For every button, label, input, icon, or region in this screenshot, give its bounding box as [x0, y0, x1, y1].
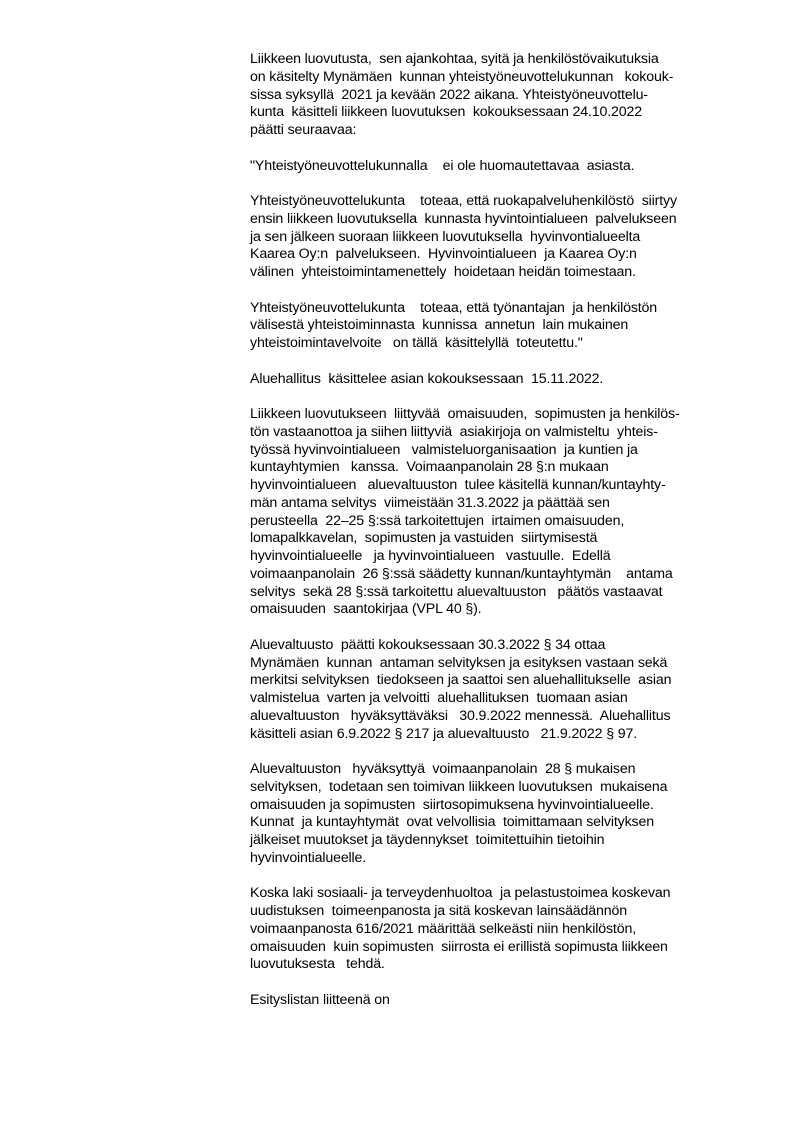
paragraph-aluevaltuusto-paatos [250, 637, 790, 744]
text-line: Aluehallitus käsittelee asian kokouksessaan 15.11.2022. [250, 370, 604, 387]
text-line: sissa syksyllä 2021 ja kevään 2022 aikana. Yhteistyöneuvottelu- [250, 86, 648, 103]
text-line: uudistuksen toimeenpanosta ja sitä koskevan lainsäädännön [250, 903, 627, 919]
text-line: voimaanpanosta 616/2021 määrittää selkeästi niin henkilöstön, [250, 920, 636, 937]
text-line: merkitsi selvityksen tiedokseen ja saattoi sen aluehallitukselle asian [250, 672, 672, 689]
paragraph-yhteistoiminta [250, 300, 790, 353]
text-line: Kunnat ja kuntayhtymät ovat velvollisia toimittamaan selvityksen [250, 814, 654, 831]
text-line: omaisuuden kuin sopimusten siirrosta ei erillistä sopimusta liikkeen [250, 938, 668, 955]
text-line: aluevaltuuston hyväksyttäväksi 30.9.2022 mennessä. Aluehallitus [250, 707, 671, 724]
paragraph-voimaanpanolaki [250, 406, 790, 619]
text-line: Yhteistyöneuvottelukunta toteaa, että työnantajan ja henkilöstön [250, 299, 658, 316]
text-line: lomapalkkavelan, sopimusten ja vastuiden siirtymisestä [250, 530, 598, 547]
text-line: päätti seuraavaa: [250, 122, 357, 138]
text-line: Mynämäen kunnan antaman selvityksen ja esityksen vastaan sekä [250, 654, 668, 671]
text-line: luovutuksesta tehdä. [250, 956, 385, 973]
paragraph-spacer [250, 743, 790, 761]
paragraph-spacer [250, 282, 790, 300]
text-line: Liikkeen luovutusta, sen ajankohtaa, syitä ja henkilöstövaikutuksia [250, 51, 659, 67]
text-line: män antama selvitys viimeistään 31.3.2022 ja päättää sen [250, 494, 610, 511]
paragraph-ruokapalvelu [250, 193, 790, 282]
text-line: on käsitelty Mynämäen kunnan yhteistyöneuvottelukunnan kokouk- [250, 68, 674, 85]
text-line: Esityslistan liitteenä on [250, 991, 390, 1008]
text-line: valmistelua varten ja velvoitti aluehallituksen tuomaan asian [250, 690, 628, 706]
text-line: Aluevaltuusto päätti kokouksessaan 30.3.2022 § 34 ottaa [250, 636, 606, 653]
paragraph-spacer [250, 175, 790, 193]
text-line: ja sen jälkeen suoraan liikkeen luovutuksella hyvinvontialueelta [250, 228, 641, 245]
paragraph-spacer [250, 353, 790, 371]
text-line: hyvinvointialueen aluevaltuuston tulee käsitellä kunnan/kuntayhty- [250, 477, 666, 493]
paragraph-siirtosopimus [250, 761, 790, 868]
text-line: kuntayhtymien kanssa. Voimaanpanolain 28 §:n mukaan [250, 459, 609, 476]
document-page [250, 51, 790, 1010]
paragraph-spacer [250, 388, 790, 406]
text-line: omaisuuden ja sopimusten siirtosopimuksena hyvinvointialueelle. [250, 796, 654, 813]
text-line: yhteistoimintavelvoite on tällä käsittelyllä toteutettu." [250, 335, 583, 351]
paragraph-aluehallitus [250, 371, 790, 389]
text-line: kunta käsitteli liikkeen luovutuksen kokouksessaan 24.10.2022 [250, 104, 642, 121]
text-line: Liikkeen luovutukseen liittyvää omaisuuden, sopimusten ja henkilös- [250, 406, 680, 422]
text-line: Kaarea Oy:n palvelukseen. Hyvinvointialueen ja Kaarea Oy:n [250, 246, 637, 263]
paragraph-spacer [250, 868, 790, 886]
text-line: "Yhteistyöneuvottelukunnalla ei ole huomautettavaa asiasta. [250, 157, 635, 174]
paragraph-spacer [250, 619, 790, 637]
text-line: selvityksen, todetaan sen toimivan liikkeen luovutuksen mukaisena [250, 778, 668, 795]
paragraph-liikkeen-luovutus-intro [250, 51, 790, 140]
text-line: välisestä yhteistoiminnasta kunnissa annetun lain mukainen [250, 317, 629, 334]
paragraph-spacer [250, 140, 790, 158]
text-line: omaisuuden saantokirjaa (VPL 40 §). [250, 601, 482, 618]
text-line: työssä hyvinvointialueen valmisteluorganisaation ja kuntien ja [250, 441, 638, 458]
text-line: tön vastaanottoa ja siihen liittyviä asiakirjoja on valmisteltu yhteis- [250, 423, 658, 440]
text-line: Koska laki sosiaali- ja terveydenhuoltoa ja pelastustoimea koskevan [250, 885, 671, 902]
text-line: välinen yhteistoimintamenettely hoidetaan heidän toimestaan. [250, 264, 636, 280]
text-line: jälkeiset muutokset ja täydennykset toimitettuihin tietoihin [250, 832, 605, 848]
text-line: Yhteistyöneuvottelukunta toteaa, että ruokapalveluhenkilöstö siirtyy [250, 193, 677, 209]
text-line: voimaanpanolain 26 §:ssä säädetty kunnan/kuntayhtymän antama [250, 565, 673, 582]
text-line: Aluevaltuuston hyväksyttyä voimaanpanolain 28 § mukaisen [250, 761, 636, 777]
text-line: ensin liikkeen luovutuksella kunnasta hyvintointialueen palvelukseen [250, 210, 677, 227]
text-line: perusteella 22–25 §:ssä tarkoitettujen irtaimen omaisuuden, [250, 512, 625, 529]
paragraph-quote-start [250, 158, 790, 176]
paragraph-liitteet [250, 992, 790, 1010]
paragraph-koska-laki [250, 885, 790, 974]
text-line: hyvinvointialueelle ja hyvinvointialueen vastuulle. Edellä [250, 548, 611, 564]
paragraph-spacer [250, 974, 790, 992]
text-line: hyvinvointialueelle. [250, 849, 367, 866]
text-line: selvitys sekä 28 §:ssä tarkoitettu aluevaltuuston päätös vastaavat [250, 583, 663, 600]
text-line: käsitteli asian 6.9.2022 § 217 ja aluevaltuusto 21.9.2022 § 97. [250, 725, 638, 742]
